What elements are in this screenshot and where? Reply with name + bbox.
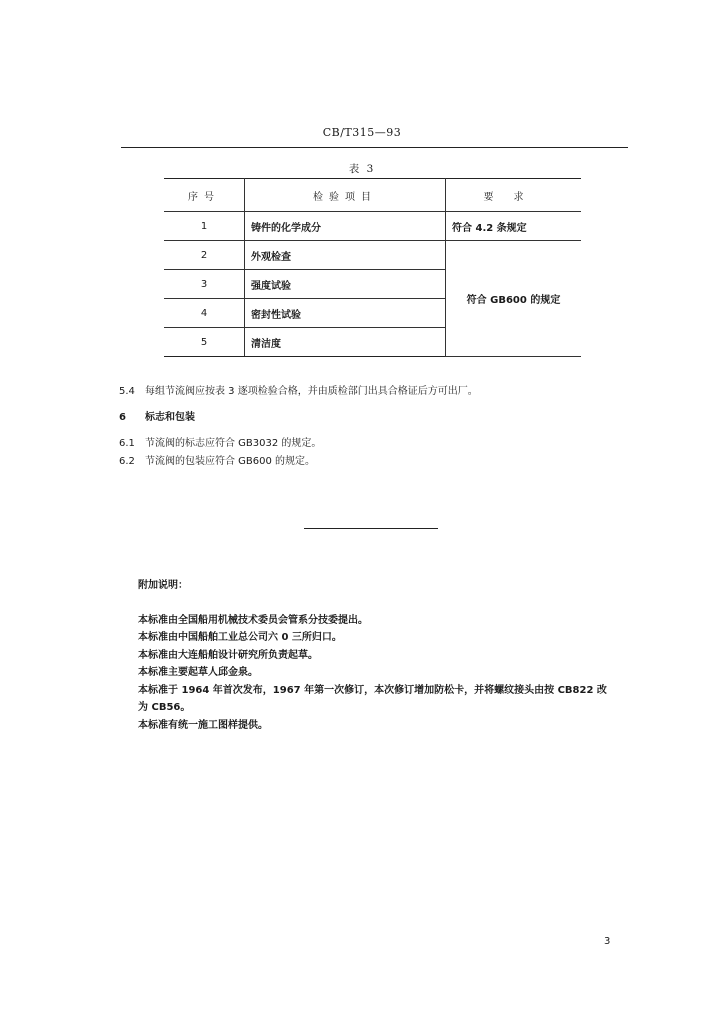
section-number: 6	[119, 412, 126, 423]
clause-text: 节流阀的标志应符合 GB3032 的规定。	[145, 438, 322, 449]
clause-6-1	[119, 434, 321, 449]
section-6-heading	[119, 408, 195, 423]
note-line: 本标准于 1964 年首次发布，1967 年第一次修订，本次修订增加防松卡，并将螺纹接头由按 CB822 改	[138, 685, 607, 696]
row-no: 4	[164, 299, 245, 328]
row-item: 清洁度	[245, 328, 446, 357]
clause-number: 5.4	[119, 386, 135, 397]
notes-title: 附加说明：	[138, 580, 188, 591]
row-no: 5	[164, 328, 245, 357]
row-item: 铸件的化学成分	[245, 212, 446, 241]
note-line: 本标准有统一施工图样提供。	[138, 720, 268, 731]
note-line: 本标准主要起草人邱金泉。	[138, 667, 258, 678]
clause-5-4	[119, 382, 478, 397]
table-caption: 表 3	[348, 163, 376, 175]
clause-number: 6.2	[119, 456, 135, 467]
note-line: 为 CB56。	[138, 702, 191, 713]
row-requirement: 符合 4.2 条规定	[446, 212, 582, 241]
section-separator	[304, 528, 438, 529]
table-row	[164, 241, 581, 270]
row-item: 密封性试验	[245, 299, 446, 328]
clause-6-2	[119, 452, 315, 467]
clause-number: 6.1	[119, 438, 135, 449]
table-row	[164, 212, 581, 241]
col-header-item: 检验项目	[245, 179, 446, 212]
row-no: 3	[164, 270, 245, 299]
header-rule	[121, 147, 628, 148]
col-header-no: 序号	[164, 179, 245, 212]
row-no: 1	[164, 212, 245, 241]
clause-text: 每组节流阀应按表 3 逐项检验合格，并由质检部门出具合格证后方可出厂。	[145, 386, 478, 397]
table-header-row	[164, 179, 581, 212]
section-title: 标志和包装	[145, 412, 195, 423]
inspection-table	[164, 178, 581, 357]
note-line: 本标准由全国船用机械技术委员会管系分技委提出。	[138, 615, 368, 626]
row-item: 外观检查	[245, 241, 446, 270]
clause-text: 节流阀的包装应符合 GB600 的规定。	[145, 456, 316, 467]
note-line: 本标准由大连船舶设计研究所负责起草。	[138, 650, 318, 661]
col-header-requirement: 要求	[446, 179, 582, 212]
row-no: 2	[164, 241, 245, 270]
document-code: CB/T315—93	[322, 126, 402, 139]
note-line: 本标准由中国船舶工业总公司六 0 三所归口。	[138, 632, 342, 643]
merged-requirement: 符合 GB600 的规定	[446, 241, 582, 357]
row-item: 强度试验	[245, 270, 446, 299]
page-number: 3	[604, 936, 611, 947]
